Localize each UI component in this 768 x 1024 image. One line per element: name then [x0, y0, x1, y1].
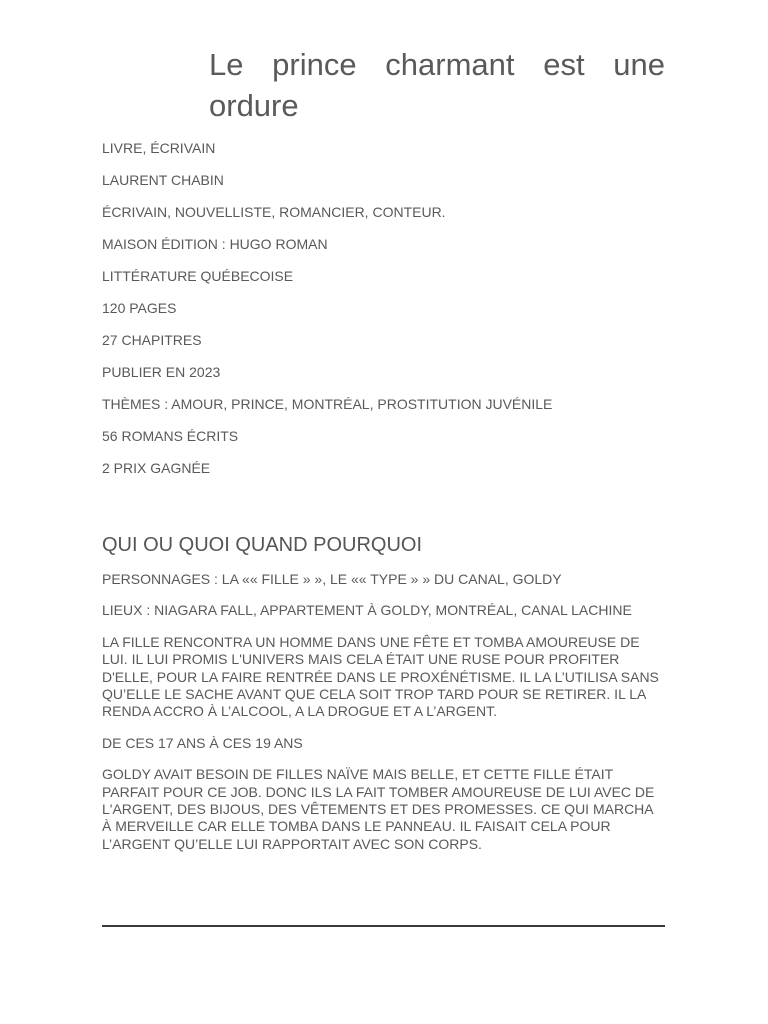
- meta-published: PUBLIER EN 2023: [102, 364, 221, 380]
- meta-awards: 2 PRIX GAGNÉE: [102, 460, 211, 476]
- book-metadata-list: [102, 139, 665, 491]
- meta-author-roles: ÉCRIVAIN, NOUVELLISTE, ROMANCIER, CONTEUR.: [102, 204, 446, 220]
- meta-pages: 120 PAGES: [102, 300, 177, 316]
- motive-paragraph: GOLDY AVAIT BESOIN DE FILLES NAÏVE MAIS BELLE, ET CETTE FILLE ÉTAIT PARFAIT POUR CE JOB. DONC ILS LA FAIT TOMBER AMOUREUSE DE LUI AVEC DE L'ARGENT, DES BIJOUS, DES VÊTEMENTS ET DES PROMESSES. CE QUI MARCHA À MERVEILLE CAR ELLE TOMBA DANS LE PANNEAU. IL FAISAIT CELA POUR L’ARGENT QU’ELLE LUI RAPPORTAIT AVEC SON CORPS.: [102, 766, 655, 852]
- meta-themes: THÈMES : AMOUR, PRINCE, MONTRÉAL, PROSTITUTION JUVÉNILE: [102, 396, 553, 412]
- plot-paragraph: LA FILLE RENCONTRA UN HOMME DANS UNE FÊTE ET TOMBA AMOUREUSE DE LUI. IL LUI PROMIS L'UNIVERS MAIS CELA ÉTAIT UNE RUSE POUR PROFITER D'ELLE, POUR LA FAIRE RENTRÉE DANS LE PROXÉNÉTISME. IL LA L’UTILISA SANS QU’ELLE LE SACHE AVANT QUE CELA SOIT TROP TARD POUR SE RETIRER. IL LA RENDA ACCRO À L’ALCOOL, A LA DROGUE ET A L’ARGENT.: [102, 633, 659, 720]
- meta-literature: LITTÉRATURE QUÉBECOISE: [102, 268, 294, 284]
- horizontal-divider: [102, 925, 665, 927]
- characters-paragraph: PERSONNAGES : LA «« FILLE » », LE «« TYPE » » DU CANAL, GOLDY: [102, 571, 562, 587]
- meta-novels-written: 56 ROMANS ÉCRITS: [102, 428, 239, 444]
- meta-chapters: 27 CHAPITRES: [102, 332, 202, 348]
- document-title: Le prince charmant est une ordure: [209, 47, 665, 123]
- places-paragraph: LIEUX : NIAGARA FALL, APPARTEMENT À GOLDY, MONTRÉAL, CANAL LACHINE: [102, 602, 632, 619]
- section-heading: QUI OU QUOI QUAND POURQUOI: [102, 534, 423, 556]
- summary-section: [102, 532, 665, 867]
- timeframe-paragraph: DE CES 17 ANS À CES 19 ANS: [102, 734, 303, 751]
- meta-author: LAURENT CHABIN: [102, 172, 224, 188]
- meta-category: LIVRE, ÉCRIVAIN: [102, 140, 216, 156]
- meta-publisher: MAISON ÉDITION : HUGO ROMAN: [102, 236, 328, 252]
